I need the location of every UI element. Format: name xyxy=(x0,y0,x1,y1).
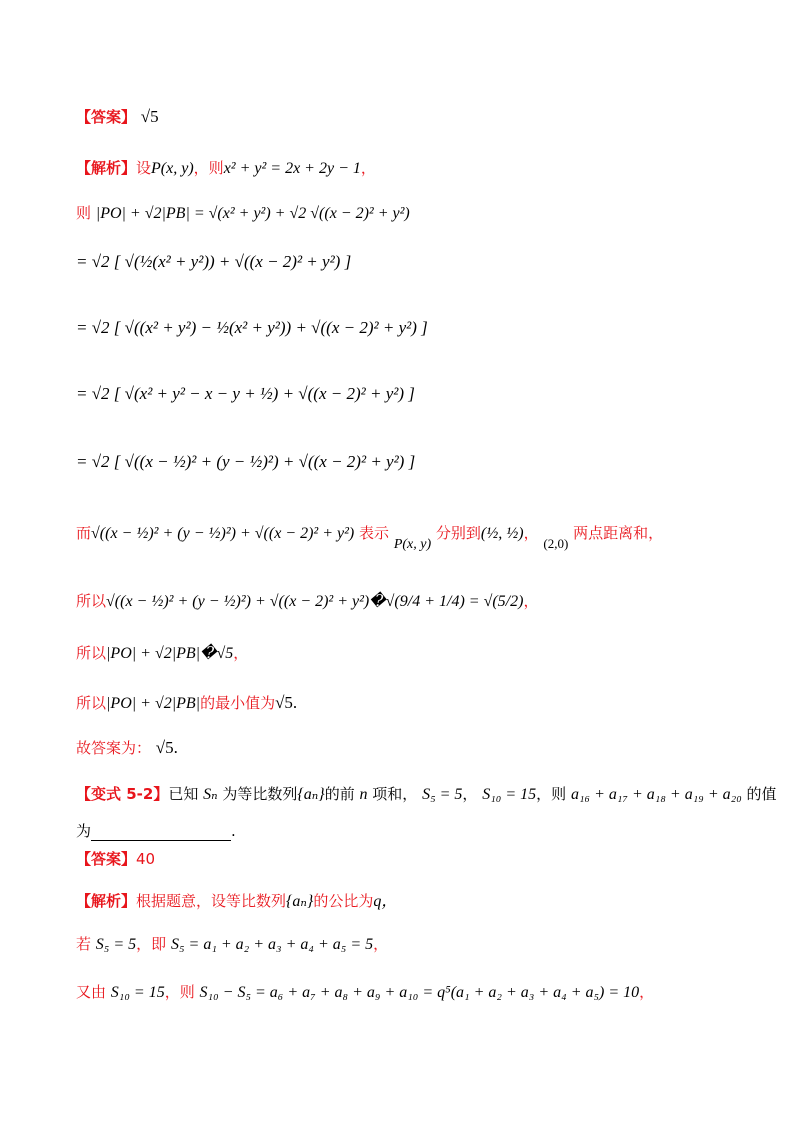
analysis-line-1 xyxy=(76,157,376,178)
final-line-1 xyxy=(76,737,178,758)
analysis-point: P(x, y) xyxy=(151,160,194,177)
step-1 xyxy=(76,202,410,223)
so2-prefix: 所以 xyxy=(76,644,107,662)
variant-n: n xyxy=(359,786,368,803)
variant-end: . xyxy=(231,822,236,840)
meaning-sep: ， xyxy=(523,524,539,542)
step-4-expr: = √2 [ √(x² + y² − x − y + ½) + √((x − 2)² + y²) ] xyxy=(76,384,415,403)
variant-t1: 已知 xyxy=(168,785,199,803)
analysis-equation: x² + y² = 2x + 2y − 1 xyxy=(223,160,361,177)
so2-end: ， xyxy=(233,644,249,662)
meaning-t2: 分别到 xyxy=(435,524,481,542)
if-condition: S₅ = 5 xyxy=(95,936,137,953)
so1-expr: √((x − ½)² + (y − ½)²) + √((x − 2)² + y²)�√(9/4 + 1/4) = √(5/2) xyxy=(106,593,524,610)
if-t1: 若 xyxy=(76,935,92,953)
variant-t4: 项和， xyxy=(372,785,418,803)
meaning-t1: 表示 xyxy=(359,524,390,542)
variant-sn: Sₙ xyxy=(203,786,218,803)
variant-t2: 为等比数列 xyxy=(222,785,298,803)
meaning-t3: 两点距离和， xyxy=(573,524,664,542)
step-3 xyxy=(76,318,428,338)
analysis2-t1: 根据题意，设等比数列 xyxy=(136,892,287,910)
so3-prefix: 所以 xyxy=(76,694,107,712)
so-line-1 xyxy=(76,590,538,611)
so1-prefix: 所以 xyxy=(76,592,107,610)
meaning-point-a: (½, ½) xyxy=(480,525,524,542)
also-end: ， xyxy=(639,983,655,1001)
analysis2-tag: 【解析】 xyxy=(76,892,137,910)
answer2-value: 40 xyxy=(136,850,156,868)
step-1-expr: |PO| + √2|PB| = √(x² + y²) + √2 √((x − 2)² + y²) xyxy=(95,205,410,222)
meaning-point-b: (2,0) xyxy=(543,536,569,551)
answer-blank xyxy=(91,826,231,841)
so2-expr: |PO| + √2|PB|�√5 xyxy=(106,645,234,662)
so3-value: √5. xyxy=(275,693,298,712)
also-expr: S₁₀ − S₅ = a₆ + a₇ + a₈ + a₉ + a₁₀ = q⁵(a₁ + a₂ + a₃ + a₄ + a₅) = 10 xyxy=(199,984,640,1001)
step-2 xyxy=(76,252,351,272)
analysis2-an: {aₙ} xyxy=(286,893,314,910)
also-t1: 又由 xyxy=(76,983,107,1001)
also-line xyxy=(76,981,654,1002)
analysis2-t2: 的公比为 xyxy=(313,892,374,910)
so-line-3 xyxy=(76,692,297,713)
variant-target: a₁₆ + a₁₇ + a₁₈ + a₁₉ + a₂₀ xyxy=(570,786,742,803)
answer-line-1 xyxy=(76,106,159,127)
variant-c2: S₁₀ = 15 xyxy=(482,786,537,803)
variant-tag: 【变式 5-2】 xyxy=(76,785,169,803)
variant-t3: 的前 xyxy=(324,785,355,803)
analysis-line-2 xyxy=(76,888,397,911)
step-5-expr: = √2 [ √((x − ½)² + (y − ½)²) + √((x − 2)² + y²) ] xyxy=(76,452,416,471)
variant-c1: S₅ = 5 xyxy=(422,786,463,803)
variant-line2: 为 xyxy=(76,822,92,840)
variant-t5: ，则 xyxy=(536,785,567,803)
answer-line-2 xyxy=(76,848,155,869)
final1-text: 故答案为： xyxy=(76,739,152,757)
also-t2: ，则 xyxy=(164,983,195,1001)
meaning-point: P(x, y) xyxy=(393,537,432,552)
analysis-then: ，则 xyxy=(193,159,224,177)
answer-tag: 【答案】 xyxy=(76,108,137,126)
variant-line-2 xyxy=(76,820,236,841)
so3-mid: 的最小值为 xyxy=(200,694,276,712)
variant-an: {aₙ} xyxy=(297,786,325,803)
analysis2-q: q， xyxy=(373,893,398,910)
if-t2: ，即 xyxy=(136,935,167,953)
final1-value: √5. xyxy=(155,738,178,757)
variant-sep: ， xyxy=(462,785,478,803)
also-condition: S₁₀ = 15 xyxy=(110,984,165,1001)
meaning-line xyxy=(76,522,664,552)
if-line xyxy=(76,933,388,954)
variant-t6: 的值 xyxy=(746,785,777,803)
analysis-tag: 【解析】 xyxy=(76,159,137,177)
analysis-intro: 设 xyxy=(136,159,152,177)
variant-line-1 xyxy=(76,783,777,804)
so1-end: ， xyxy=(523,592,539,610)
answer2-tag: 【答案】 xyxy=(76,850,137,868)
step-1-prefix: 则 xyxy=(76,204,92,222)
if-expr: S₅ = a₁ + a₂ + a₃ + a₄ + a₅ = 5 xyxy=(170,936,374,953)
if-end: ， xyxy=(373,935,389,953)
step-4 xyxy=(76,384,415,404)
step-3-expr: = √2 [ √((x² + y²) − ½(x² + y²)) + √((x − 2)² + y²) ] xyxy=(76,318,428,337)
so3-expr: |PO| + √2|PB| xyxy=(106,695,201,712)
answer-value: √5 xyxy=(140,107,159,126)
so-line-2 xyxy=(76,642,248,663)
analysis-comma: ， xyxy=(360,159,376,177)
step-5 xyxy=(76,452,415,472)
meaning-expr: √((x − ½)² + (y − ½)²) + √((x − 2)² + y²) xyxy=(91,525,355,542)
step-2-expr: = √2 [ √(½(x² + y²)) + √((x − 2)² + y²) ] xyxy=(76,252,352,271)
meaning-prefix: 而 xyxy=(76,524,92,542)
